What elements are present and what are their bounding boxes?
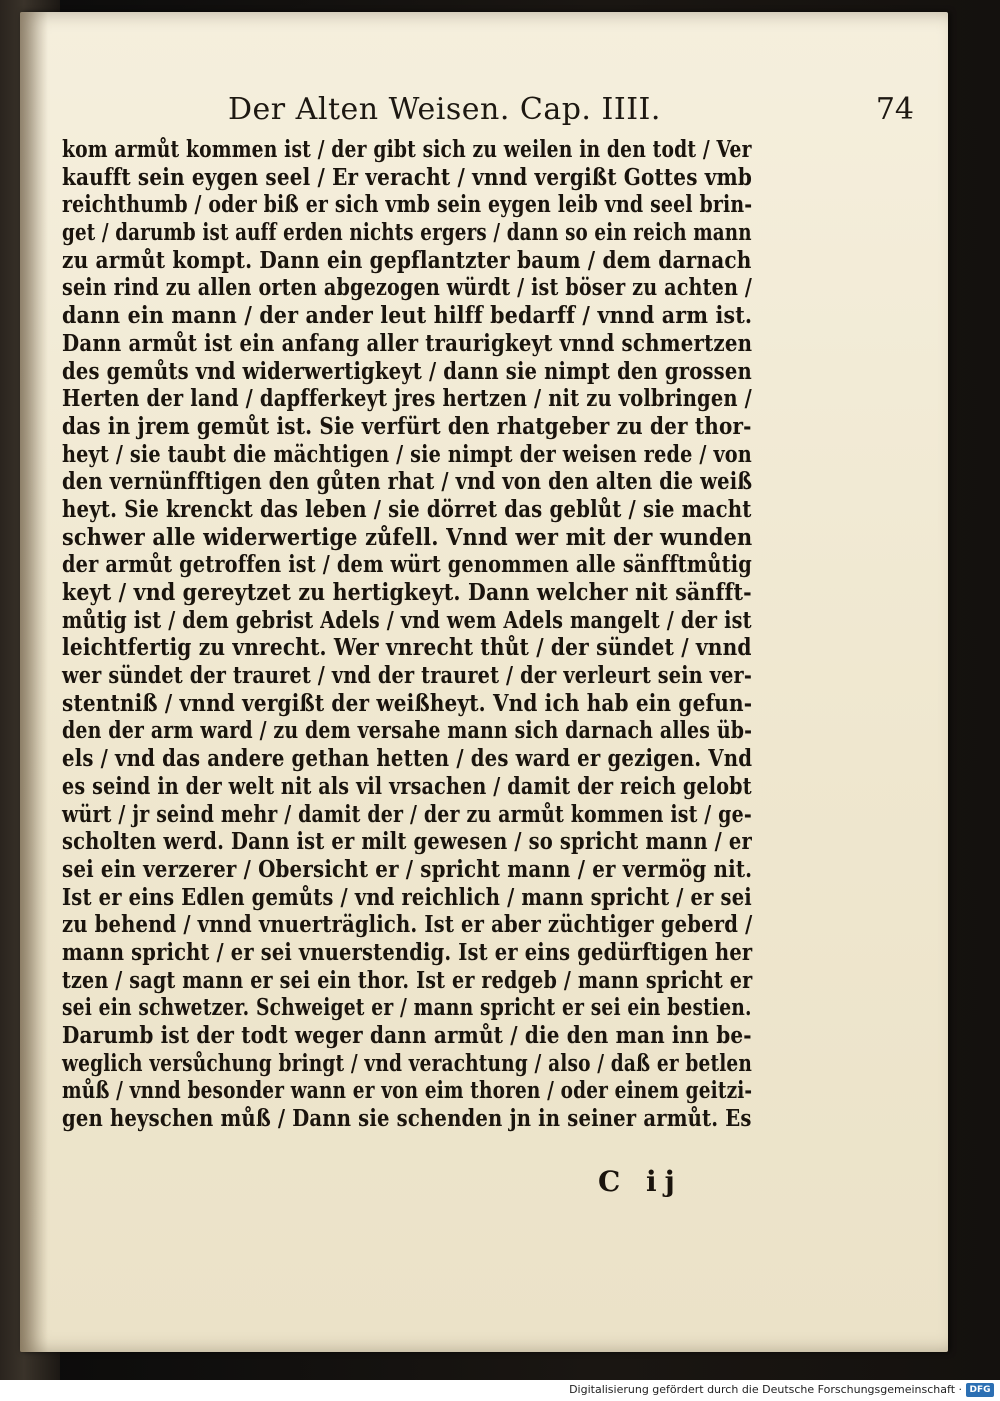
text-line: dann ein mann / der ander leut hilff bedarff / vnnd arm ist. bbox=[62, 302, 753, 330]
text-line: Herten der land / dapfferkeyt jres hertzen / nit zu volbringen / bbox=[62, 385, 752, 413]
text-line: sei ein verzerer / Obersicht er / spricht mann / er vermög nit. bbox=[62, 855, 753, 883]
text-line: els / vnd das andere gethan hetten / des ward er gezigen. Vnd bbox=[62, 745, 753, 773]
text-line: es seind in der welt nit als vil vrsachen / damit der reich gelobt bbox=[62, 772, 752, 800]
body-text bbox=[62, 136, 762, 1133]
text-line: kom armůt kommen ist / der gibt sich zu weilen in den todt / Ver bbox=[62, 136, 752, 163]
text-line: můß / vnnd besonder wann er von eim thoren / oder einem geitzi- bbox=[62, 1077, 753, 1105]
text-line: weglich versůchung bringt / vnd verachtung / also / daß er betlen bbox=[62, 1049, 753, 1077]
text-line: keyt / vnd gereytzet zu hertigkeyt. Dann welcher nit sänfft- bbox=[62, 579, 752, 606]
text-line: gen heyschen můß / Dann sie schenden jn in seiner armůt. Es bbox=[62, 1105, 752, 1133]
text-line: schwer alle widerwertige zůfell. Vnnd wer mit der wunden bbox=[62, 523, 753, 551]
funding-credit: Digitalisierung gefördert durch die Deutsche Forschungsgemeinschaft · bbox=[569, 1383, 962, 1396]
text-line: wer sündet der trauret / vnd der trauret / der verleurt sein ver- bbox=[62, 662, 752, 690]
text-line: můtig ist / dem gebrist Adels / vnd wem Adels mangelt / der ist bbox=[62, 606, 752, 634]
dfg-logo: DFG bbox=[966, 1383, 994, 1397]
text-line: scholten werd. Dann ist er milt gewesen / so spricht mann / er bbox=[62, 828, 752, 856]
text-line: heyt. Sie krenckt das leben / sie dörret das geblůt / sie macht bbox=[62, 495, 752, 523]
text-line: heyt / sie taubt die mächtigen / sie nimpt der weisen rede / von bbox=[62, 440, 752, 468]
text-line: des gemůts vnd widerwertigkeyt / dann sie nimpt den grossen bbox=[62, 357, 752, 385]
page-gutter-shadow bbox=[20, 12, 48, 1352]
text-line: den vernünfftigen den gůten rhat / vnd von den alten die weiß bbox=[62, 468, 753, 496]
text-line: das in jrem gemůt ist. Sie verfürt den rhatgeber zu der thor- bbox=[62, 412, 752, 440]
page-number: 74 bbox=[875, 92, 914, 127]
text-line: der armůt getroffen ist / dem würt genommen alle sänfftmůtig bbox=[62, 551, 752, 579]
page-header bbox=[60, 92, 920, 134]
footer-bar bbox=[0, 1380, 1000, 1401]
text-line: stentniß / vnnd vergißt der weißheyt. Vnd ich hab ein gefun- bbox=[62, 689, 753, 717]
text-line: Dann armůt ist ein anfang aller traurigkeyt vnnd schmertzen bbox=[62, 329, 753, 357]
text-line: Ist er eins Edlen gemůts / vnd reichlich / mann spricht / er sei bbox=[62, 883, 752, 911]
text-line: den der arm ward / zu dem versahe mann sich darnach alles üb- bbox=[62, 717, 753, 745]
text-line: Darumb ist der todt weger dann armůt / die den man inn be- bbox=[62, 1022, 752, 1049]
text-line: mann spricht / er sei vnuerstendig. Ist er eins gedürftigen her bbox=[62, 938, 753, 966]
text-line: zu armůt kompt. Dann ein gepflantzter baum / dem darnach bbox=[62, 246, 752, 274]
signature-mark: C ij bbox=[598, 1165, 683, 1198]
text-line: zu behend / vnnd vnuerträglich. Ist er aber züchtiger geberd / bbox=[62, 911, 753, 939]
running-title: Der Alten Weisen. Cap. IIII. bbox=[228, 92, 661, 127]
text-line: sei ein schwetzer. Schweiget er / mann spricht er sei ein bestien. bbox=[62, 994, 752, 1022]
text-line: sein rind zu allen orten abgezogen würdt / ist böser zu achten / bbox=[62, 274, 753, 302]
text-line: reichthumb / oder biß er sich vmb sein eygen leib vnd seel brin- bbox=[62, 191, 753, 219]
text-line: kaufft sein eygen seel / Er veracht / vnnd vergißt Gottes vmb bbox=[62, 163, 753, 191]
text-line: leichtfertig zu vnrecht. Wer vnrecht thůt / der sündet / vnnd bbox=[62, 634, 752, 662]
text-line: tzen / sagt mann er sei ein thor. Ist er redgeb / mann spricht er bbox=[62, 966, 753, 994]
text-line: würt / jr seind mehr / damit der / der zu armůt kommen ist / ge- bbox=[62, 800, 752, 828]
text-line: get / darumb ist auff erden nichts ergers / dann so ein reich mann bbox=[62, 219, 752, 247]
